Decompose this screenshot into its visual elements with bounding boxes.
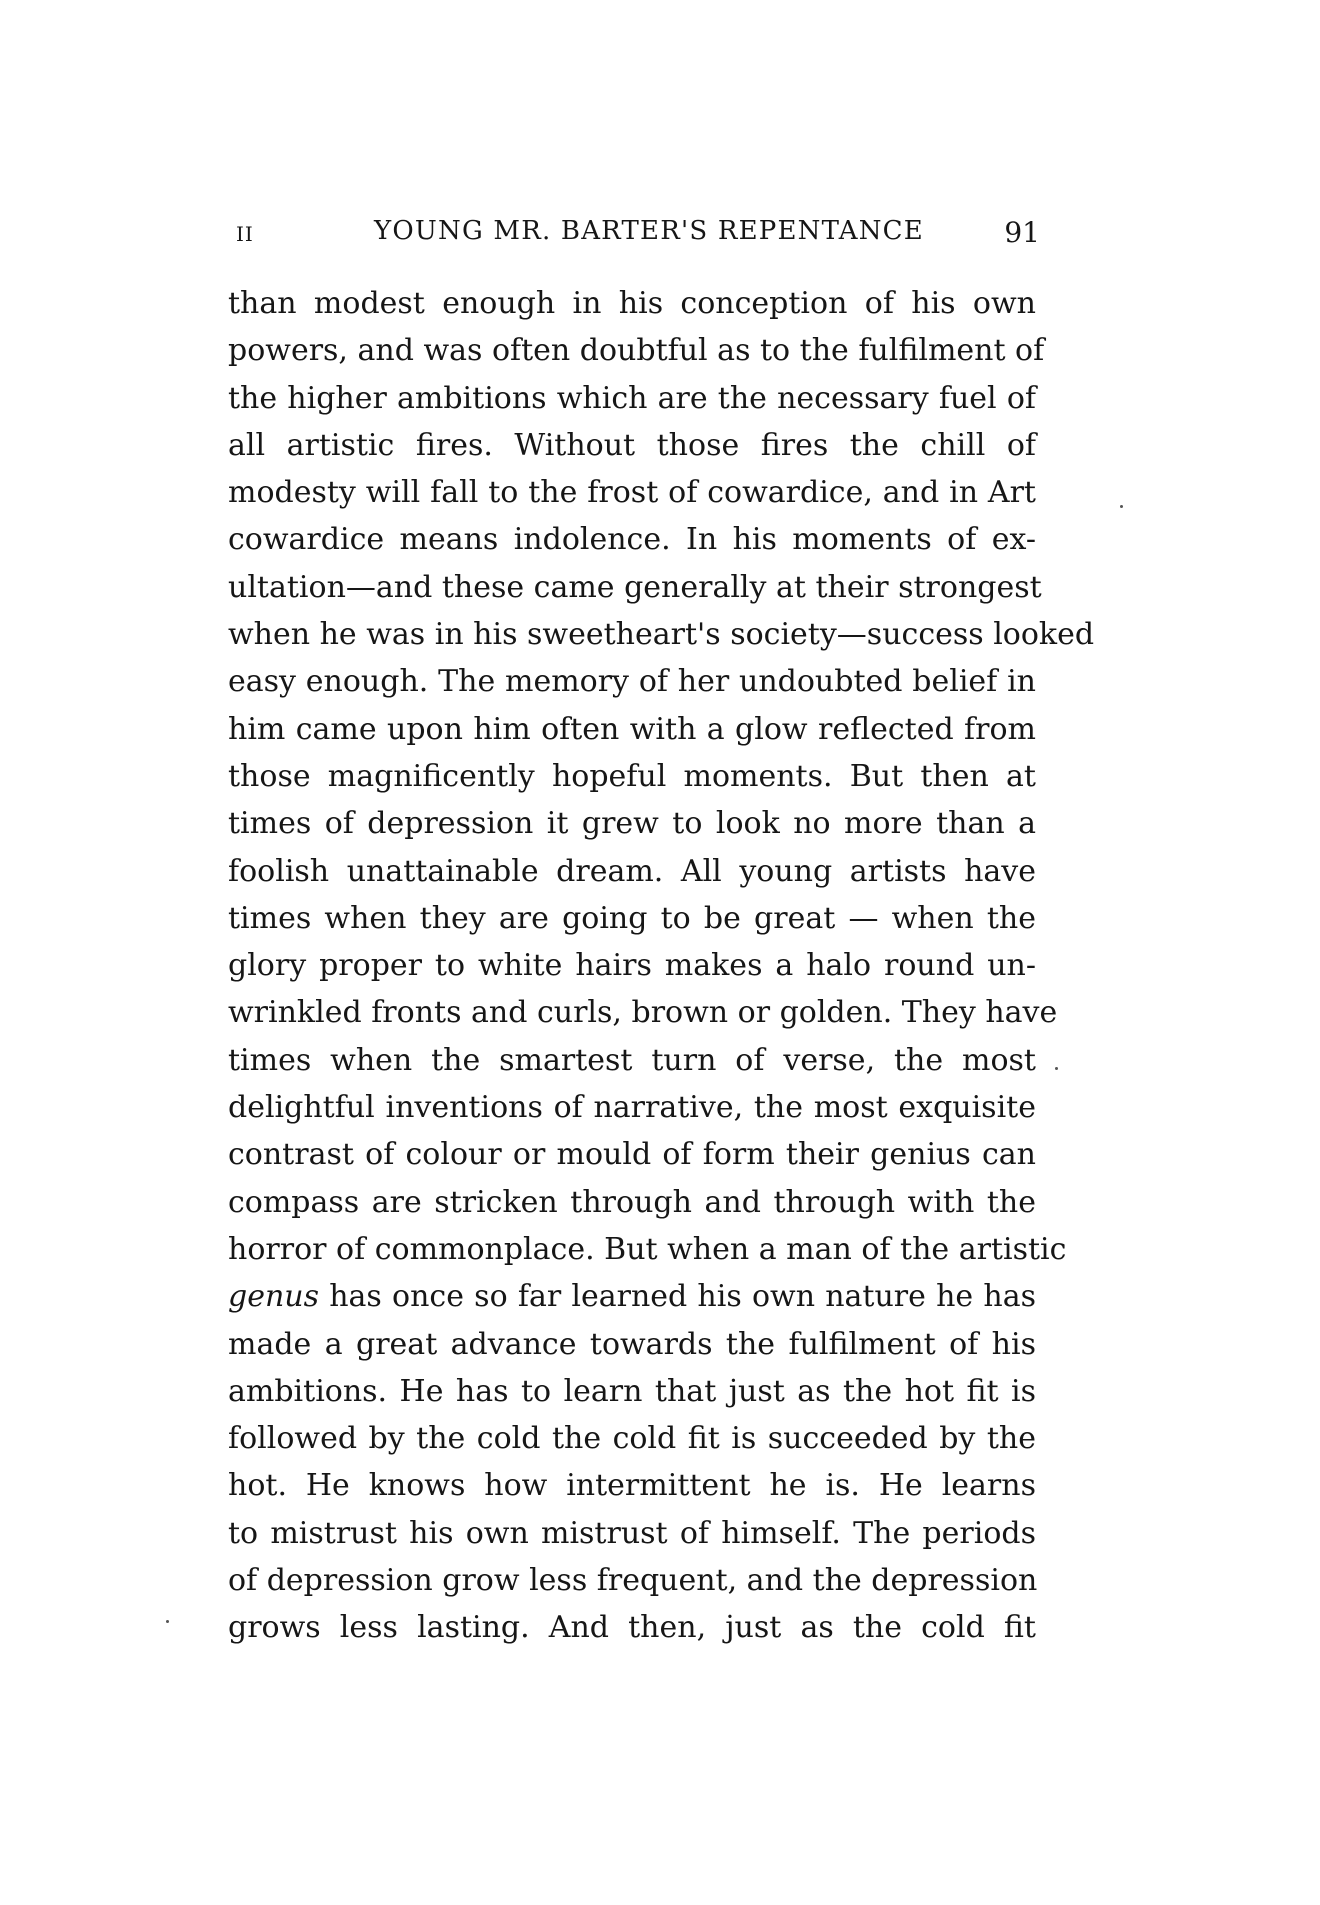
text-line: powers, and was often doubtful as to the fulfilment of [228, 333, 1045, 369]
text-line: wrinkled fronts and curls, brown or golden. They have [228, 995, 1058, 1031]
chapter-number: II [236, 222, 254, 246]
text-line: followed by the cold the cold fit is succeeded by the [228, 1421, 1036, 1457]
text-line: ultation—and these came generally at their strongest [228, 569, 1042, 605]
text-line: when he was in his sweetheart's society—success looked [228, 617, 1095, 653]
running-title: YOUNG MR. BARTER'S REPENTANCE [374, 216, 924, 246]
text-line-rest: has once so far learned his own nature he has [329, 1279, 1036, 1315]
text-line: all artistic fires. Without those fires the chill of [228, 427, 1036, 463]
text-line: those magnificently hopeful moments. But then at [228, 758, 1036, 794]
text-line: than modest enough in his conception of his own [228, 286, 1036, 321]
text-line: horror of commonplace. But when a man of the artistic [228, 1231, 1067, 1267]
text-line: compass are stricken through and through with the [228, 1184, 1036, 1220]
text-line: easy enough. The memory of her undoubted belief in [228, 664, 1036, 700]
text-line: times when the smartest turn of verse, the most [228, 1042, 1036, 1078]
text-line: delightful inventions of narrative, the most exquisite [228, 1090, 1036, 1126]
text-line: the higher ambitions which are the necessary fuel of [228, 380, 1036, 416]
text-line: grows less lasting. And then, just as the cold fit [228, 1610, 1036, 1646]
text-line: foolish unattainable dream. All young artists have [228, 853, 1036, 889]
text-line: him came upon him often with a glow reflected from [228, 711, 1036, 747]
paper-speck [1055, 1067, 1058, 1070]
text-line: to mistrust his own mistrust of himself. The periods [228, 1515, 1036, 1551]
body-text [228, 280, 1095, 1652]
text-line: of depression grow less frequent, and the depression [228, 1563, 1038, 1599]
text-line: hot. He knows how intermittent he is. He learns [228, 1468, 1036, 1504]
paper-speck [1120, 505, 1123, 508]
text-line [228, 1273, 1036, 1320]
text-line: cowardice means indolence. In his moments of ex- [228, 522, 1036, 558]
text-line: made a great advance towards the fulfilment of his [228, 1326, 1036, 1362]
text-line: times when they are going to be great — when the [228, 900, 1036, 936]
italic-word: genus [228, 1279, 319, 1315]
text-line: ambitions. He has to learn that just as the hot fit is [228, 1373, 1036, 1409]
paper-speck [166, 1620, 169, 1623]
text-line: contrast of colour or mould of form their genius can [228, 1137, 1036, 1173]
page-number: 91 [1004, 216, 1040, 249]
text-line: times of depression it grew to look no more than a [228, 806, 1036, 842]
running-header [236, 216, 1040, 256]
text-line: modesty will fall to the frost of cowardice, and in Art [228, 475, 1036, 511]
text-line: glory proper to white hairs makes a halo round un- [228, 948, 1036, 984]
